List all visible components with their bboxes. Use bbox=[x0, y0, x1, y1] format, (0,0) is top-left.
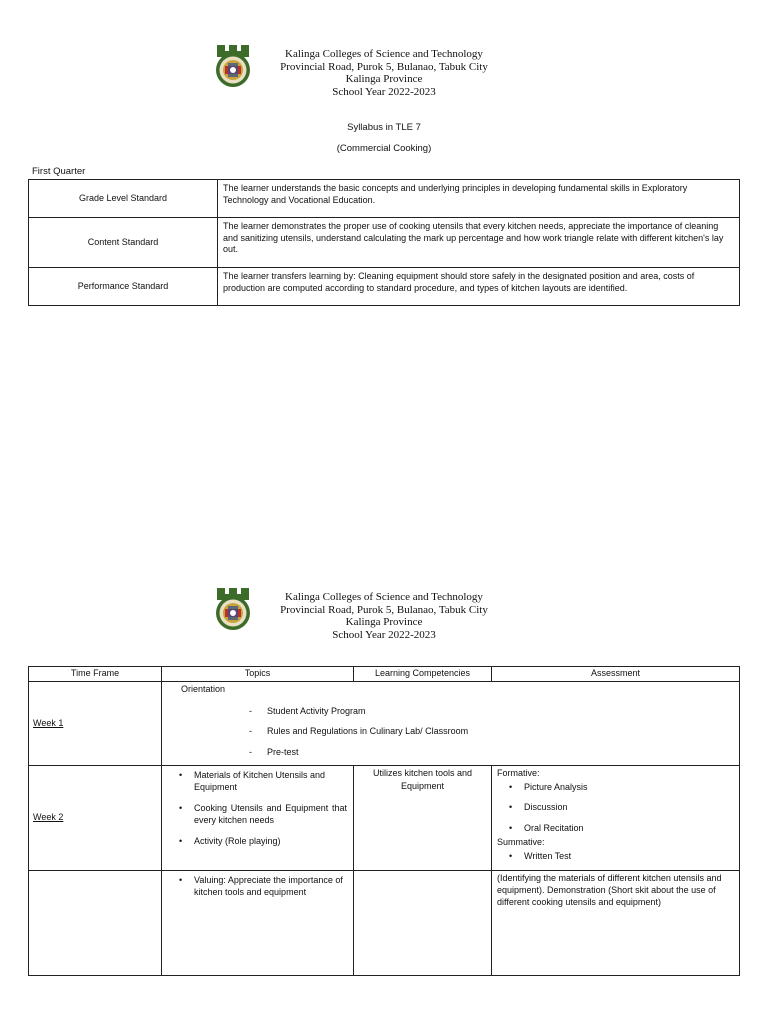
school-seal-logo bbox=[213, 43, 253, 93]
dash-bullet: - bbox=[249, 705, 252, 716]
list-item: • Written Test bbox=[497, 851, 734, 863]
school-year: School Year 2022-2023 bbox=[332, 85, 436, 98]
list-item bbox=[249, 706, 734, 718]
assessment-text: Demonstration (Short skit about the use of different cooking utensils and equipment) bbox=[497, 884, 716, 907]
list-item: • Materials of Kitchen Utensils and Equipment bbox=[167, 770, 347, 793]
formative-list bbox=[497, 782, 734, 835]
school-address: Provincial Road, Purok 5, Bulanao, Tabuk City bbox=[280, 60, 488, 73]
row3-assessment-cell bbox=[492, 871, 740, 976]
column-header: Topics bbox=[162, 667, 354, 682]
empty-cell bbox=[29, 871, 162, 976]
column-header: Assessment bbox=[492, 667, 740, 682]
school-info-block bbox=[264, 591, 504, 641]
list-item: • Cooking Utensils and Equipment that every kitchen needs bbox=[167, 803, 347, 826]
week-label: Week 1 bbox=[29, 682, 162, 766]
formative-label: Formative: bbox=[497, 768, 540, 778]
assessment-text: (Identifying the materials of different kitchen utensils and equipment). bbox=[497, 873, 722, 895]
school-name: Kalinga Colleges of Science and Technology bbox=[285, 48, 483, 60]
list-item: • Discussion bbox=[497, 802, 734, 814]
syllabus-title: Syllabus in TLE 7 bbox=[347, 122, 421, 133]
valuing-list bbox=[167, 875, 348, 898]
week2-assessment-cell bbox=[492, 766, 740, 871]
week2-competency-cell bbox=[354, 766, 492, 871]
school-seal-logo bbox=[213, 586, 253, 636]
school-province: Kalinga Province bbox=[345, 73, 423, 85]
quarter-label: First Quarter bbox=[32, 166, 86, 177]
dash-bullet: - bbox=[249, 726, 252, 736]
school-year: School Year 2022-2023 bbox=[332, 628, 436, 641]
week2-topics-cell bbox=[162, 766, 354, 871]
column-header: Time Frame bbox=[29, 667, 162, 682]
week2-topic-list bbox=[167, 770, 347, 848]
table-row bbox=[29, 682, 740, 766]
standard-text: The learner understands the basic concepts and underlying principles in developing fundamental skills in Exploratory Technology and Vocational Education. bbox=[218, 180, 740, 218]
school-province: Kalinga Province bbox=[345, 616, 423, 628]
list-item-text: Pre-test bbox=[267, 746, 299, 757]
table-row bbox=[29, 180, 740, 218]
syllabus-subject: (Commercial Cooking) bbox=[336, 143, 432, 154]
school-info-block bbox=[264, 48, 504, 98]
table-row bbox=[29, 268, 740, 306]
list-item: • Valuing: Appreciate the importance of kitchen tools and equipment bbox=[167, 875, 348, 898]
table-row bbox=[29, 218, 740, 268]
page2-header bbox=[0, 583, 768, 643]
standard-label: Grade Level Standard bbox=[29, 180, 218, 218]
list-item-text: Rules and Regulations in Culinary Lab/ Classroom bbox=[267, 726, 469, 736]
list-item: • Oral Recitation bbox=[497, 823, 734, 835]
summative-list bbox=[497, 851, 734, 863]
table-row bbox=[29, 766, 740, 871]
lesson-plan-table bbox=[28, 666, 740, 976]
standard-label: Content Standard bbox=[29, 218, 218, 268]
valuing-cell bbox=[162, 871, 354, 976]
standard-text: The learner demonstrates the proper use of cooking utensils that every kitchen needs, appreciate the importance of cleaning and sanitizing utensils, understand calculating the mark up percentage and how work triangle relate with different kitchen's lay out. bbox=[218, 218, 740, 268]
dash-bullet: - bbox=[249, 746, 252, 757]
week1-orientation bbox=[181, 684, 734, 697]
summative-label: Summative: bbox=[497, 837, 545, 847]
list-item: • Picture Analysis bbox=[497, 782, 734, 794]
list-item-text: Student Activity Program bbox=[267, 705, 366, 716]
list-item bbox=[249, 726, 734, 738]
column-header: Learning Competencies bbox=[354, 667, 492, 682]
standard-label: Performance Standard bbox=[29, 268, 218, 306]
week-label: Week 2 bbox=[29, 766, 162, 871]
school-address: Provincial Road, Purok 5, Bulanao, Tabuk City bbox=[280, 603, 488, 616]
list-item: • Activity (Role playing) bbox=[167, 836, 347, 848]
table-row bbox=[29, 871, 740, 976]
week1-topics-cell bbox=[162, 682, 740, 766]
school-name: Kalinga Colleges of Science and Technology bbox=[285, 591, 483, 603]
competency-text: Utilizes kitchen tools and Equipment bbox=[372, 768, 473, 791]
list-item bbox=[249, 747, 734, 759]
standards-table bbox=[28, 179, 740, 306]
empty-cell bbox=[354, 871, 492, 976]
week1-topic: Orientation bbox=[181, 684, 226, 694]
standard-text: The learner transfers learning by: Cleaning equipment should store safely in the designated position and area, costs of production are computed according to standard procedure, and types of kitchen layouts are identified. bbox=[218, 268, 740, 306]
page1-header bbox=[0, 40, 768, 100]
table-header-row bbox=[29, 667, 740, 682]
